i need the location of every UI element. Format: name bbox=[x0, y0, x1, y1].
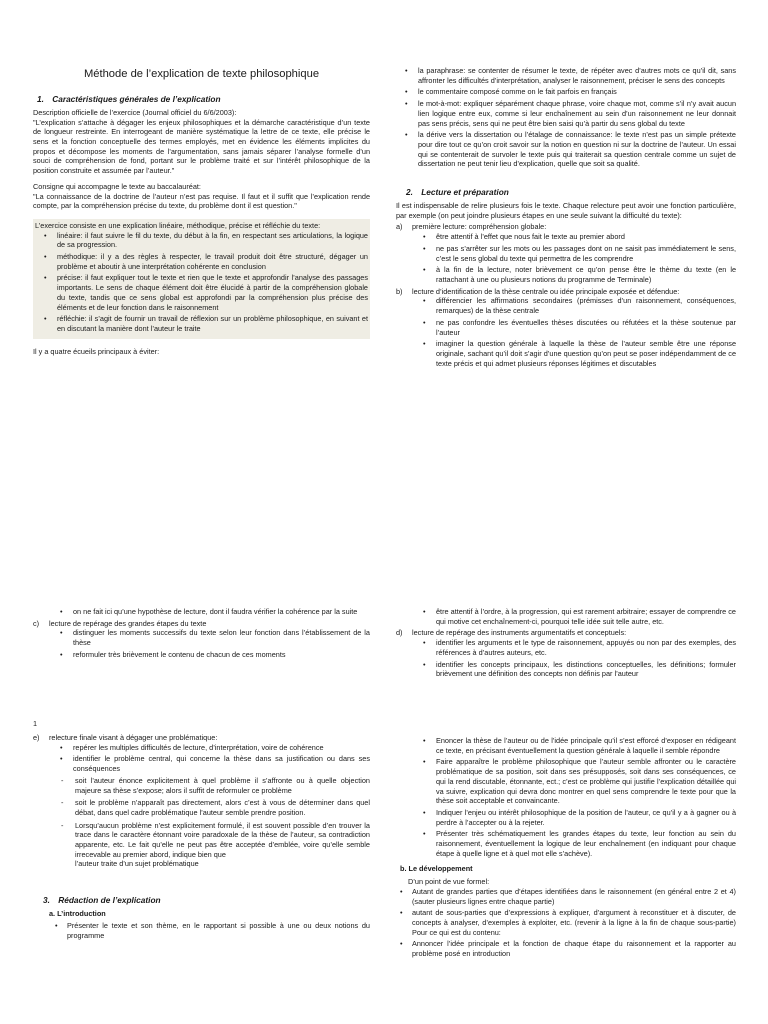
lower-left-column bbox=[33, 733, 370, 942]
step-a-text: première lecture: compréhension globale: bbox=[412, 222, 547, 232]
exercise-intro: L’exercice consiste en une explication linéaire, méthodique, précise et réfléchie du texte: bbox=[35, 220, 321, 230]
list-item: • Indiquer l’enjeu ou intérêt philosophique de la position de l’auteur, ce qu’il y a à gagner ou à perdre à l’accepter ou à la rejeter. bbox=[414, 808, 736, 827]
section-1-heading bbox=[37, 94, 370, 105]
list-item: • imaginer la question générale à laquelle la thèse de l’auteur semble être une réponse originale, sachant qu’il doit s’agir d’une question qu’on peut se poser indépendamment de ce texte précis et qui admet plusieurs réponses légitimes et discutables bbox=[414, 339, 736, 368]
section-1-number: 1. bbox=[37, 93, 44, 104]
list-item: - soit l’auteur énonce explicitement à quel problème il s’affronte ou à quelle objection majeure sa thèse s’expose; alors il suffit de reformuler ce problème bbox=[51, 776, 370, 795]
section-2-number: 2. bbox=[406, 187, 413, 198]
ecueils-list bbox=[396, 66, 736, 169]
list-item: • distinguer les moments successifs du texte selon leur fonction dans l’établissement de la thèse bbox=[51, 628, 370, 647]
step-d-letter: d) bbox=[396, 628, 403, 638]
list-item: • le mot-à-mot: expliquer séparément chaque phrase, voire chaque mot, comme s’il n’y avait aucun lien logique entre eux, comme si leur enchaînement au sein d’un raisonnement ne leur donnait pas sens précis, sens qui ne peut être bien saisi qu’à partir du sens global du texte bbox=[396, 99, 736, 128]
step-c-text: lecture de repérage des grandes étapes du texte bbox=[49, 618, 207, 628]
list-item: • on ne fait ici qu’une hypothèse de lecture, dont il faudra vérifier la cohérence par la suite bbox=[51, 607, 370, 617]
consigne-intro: Consigne qui accompagne le texte au baccalauréat: bbox=[33, 181, 201, 191]
development-list bbox=[396, 887, 736, 959]
step-b-list bbox=[396, 296, 736, 368]
introduction-subheading: a. L’introduction bbox=[49, 909, 106, 919]
section-2-heading bbox=[406, 187, 736, 198]
step-b bbox=[396, 287, 736, 297]
list-item: • Présenter très schématiquement les grandes étapes du texte, leur fonction au sein du raisonnement, éventuellement la logique de leur enchaînement (en indiquant pour chaque étape à quelle ligne et à quel mot elle s’achève). bbox=[414, 829, 736, 858]
list-item: • identifier le problème central, qui concerne la thèse dans sa justification ou dans ses conséquences bbox=[51, 754, 370, 773]
list-item: • précise: il faut expliquer tout le texte et rien que le texte et approfondir l’analyse des passages importants. Le sens de chaque élément doit être élucidé à partir de la compréhension globale du texte, tandis que ce sens global est approfondi par la compréhension plus précise des éléments et de leur fonction dans le raisonnement bbox=[35, 273, 368, 312]
list-item: • méthodique: il y a des règles à respecter, le travail produit doit être structuré, dégager un problème et aboutir à une interprétation cohérente en conclusion bbox=[35, 252, 368, 271]
step-e-text: relecture finale visant à dégager une problématique: bbox=[49, 733, 218, 742]
development-subheading: b. Le développement bbox=[400, 864, 473, 874]
step-d-text: lecture de repérage des instruments argumentatifs et conceptuels: bbox=[412, 628, 627, 638]
exercise-box bbox=[33, 219, 370, 339]
list-item: • la paraphrase: se contenter de résumer le texte, de répéter avec d’autres mots ce qu’il dit, sans affronter les difficultés d’interprétation, analyser le raisonnement, préciser le sens des concepts bbox=[396, 66, 736, 85]
middle-left-column bbox=[33, 607, 370, 662]
upper-right-column bbox=[396, 66, 736, 370]
step-e bbox=[33, 733, 370, 743]
description-intro: Description officielle de l’exercice (Journal officiel du 6/6/2003): bbox=[33, 107, 237, 117]
continued-list bbox=[396, 607, 736, 626]
development-intro: D’un point de vue formel: bbox=[408, 877, 490, 887]
step-d bbox=[396, 628, 736, 638]
upper-left-column bbox=[33, 67, 370, 356]
list-item: - soit le problème n’apparaît pas directement, alors c’est à vous de déterminer dans quel débat, dans quel cadre problématique l’auteur semble prendre position. bbox=[51, 798, 370, 817]
list-item: • à la fin de la lecture, noter brièvement ce qu’on pense être le thème du texte (en le rattachant à une ou plusieurs notions du programme de Terminale) bbox=[414, 265, 736, 284]
list-item: • la dérive vers la dissertation ou l’étalage de connaissance: le texte n’est pas un simple prétexte pour dire tout ce qu’on croit savoir sur la notion en question ni sur la doctrine de l’auteur. Un essai qui se contenterait de survoler le texte puis qui traiterait sa question centrale comme un sujet de dissertation ne peut tenir lieu d’explication, quelle que soit sa qualité. bbox=[396, 130, 736, 169]
list-item: • Autant de grandes parties que d’étapes identifiées dans le raisonnement (en général entre 2 et 4) (sauter plusieurs lignes entre chaque partie) bbox=[396, 887, 736, 906]
document-title: Méthode de l’explication de texte philosophique bbox=[83, 68, 320, 80]
step-e-letter: e) bbox=[33, 733, 40, 742]
page-number: 1 bbox=[33, 719, 38, 728]
list-item: • ne pas s’arrêter sur les mots ou les passages dont on ne saisit pas immédiatement le sens, c’est le sens global du texte qui permettra de les comprendre bbox=[414, 244, 736, 263]
middle-right-column bbox=[396, 607, 736, 681]
list-item: - Lorsqu’aucun problème n’est explicitement formulé, il est souvent possible d’en trouver la trace dans le caractère étonnant voire paradoxale de la thèse de l’auteur, sa contradiction apparente, etc. Le fait qu’elle ne peut pas être acceptée d’emblée, voire qu’elle semble irrecevable au premier abord, indique bien que bbox=[51, 821, 370, 860]
section-3-title: Rédaction de l’explication bbox=[58, 895, 161, 906]
list-item: • ne pas confondre les éventuelles thèses discutées ou réfutées et la thèse soutenue par l’auteur bbox=[414, 318, 736, 337]
step-a-list bbox=[396, 232, 736, 285]
list-item: • le commentaire composé comme on le fait parfois en français bbox=[396, 87, 736, 97]
continued-list bbox=[33, 607, 370, 617]
list-item: • identifier les concepts principaux, les distinctions conceptuelles, les définitions; formuler brièvement une définition des concepts non définis par l’auteur bbox=[414, 660, 736, 679]
list-item: • identifier les arguments et le type de raisonnement, appuyés ou non par des exemples, des références à d’autres auteurs, etc. bbox=[414, 638, 736, 657]
list-item: • Faire apparaître le problème philosophique que l’auteur semble affronter ou le caractère problématique de sa position, soit dans ses présupposés, soit dans ses conséquences, ce qui la rend discutable, étonnante, ect.; c’est ce problème qui justifie l’explication détaillée qui va suivre, explication qui devra donc montrer en quel sens comprendre le texte pour que la thèse soit acceptable et convaincante. bbox=[414, 757, 736, 806]
step-a-letter: a) bbox=[396, 222, 403, 232]
list-item: • autant de sous-parties que d’expressions à expliquer, d’argument à reconstituer et à discuter, de concepts à analyser, d’exemples à exploiter, etc. (revenir à la ligne à la fin de chaque sous-partie) Pour ce qui est du contenu: bbox=[396, 908, 736, 937]
list-item: • reformuler très brièvement le contenu de chacun de ces moments bbox=[51, 650, 370, 660]
list-item: • Enoncer la thèse de l’auteur ou de l’idée principale qu’il s’est efforcé d’exposer en rédigeant ce texte, en précisant éventuellement la question générale à laquelle il semble répondre bbox=[414, 736, 736, 755]
exercise-list bbox=[35, 231, 368, 334]
section-1-title: Caractéristiques générales de l’explication bbox=[52, 93, 221, 104]
section-3-number: 3. bbox=[43, 895, 50, 906]
ecueils-intro: Il y a quatre écueils principaux à éviter: bbox=[33, 346, 160, 356]
step-a bbox=[396, 222, 736, 232]
list-item: • repérer les multiples difficultés de lecture, d’interprétation, voire de cohérence bbox=[51, 743, 370, 753]
step-c-letter: c) bbox=[33, 618, 40, 628]
step-c-list bbox=[33, 628, 370, 659]
step-d-list bbox=[396, 638, 736, 679]
list-item: • être attentif à l’ordre, à la progression, qui est rarement arbitraire; essayer de comprendre ce qui motive cet enchaînement-ci, pourquoi telle idée suit telle autre, etc. bbox=[414, 607, 736, 626]
lower-right-column bbox=[396, 736, 736, 961]
step-e-list bbox=[33, 743, 370, 774]
introduction-list bbox=[33, 921, 370, 940]
list-item: • différencier les affirmations secondaires (prémisses d’un raisonnement, conséquences, remarques) de la thèse centrale bbox=[414, 296, 736, 315]
list-item: • Annoncer l’idée principale et la fonction de chaque étape du raisonnement et la rapporter au problème posé en introduction bbox=[396, 939, 736, 958]
list-item: • Présenter le texte et son thème, en le rapportant si possible à une ou deux notions du programme bbox=[51, 921, 370, 940]
step-b-text: lecture d’identification de la thèse centrale ou idée principale exposée et défendue: bbox=[412, 286, 680, 296]
list-item: • linéaire: il faut suivre le fil du texte, du début à la fin, en respectant ses articulations, la logique de sa progression. bbox=[35, 231, 368, 250]
section-3-heading bbox=[43, 895, 370, 906]
consigne-quote: "La connaissance de la doctrine de l’auteur n’est pas requise. Il faut et il suffit que l’explication rende compte, par la compréhension précise du texte, du problème dont il est question." bbox=[33, 191, 370, 211]
introduction-steps-list bbox=[396, 736, 736, 858]
step-c bbox=[33, 619, 370, 629]
section-2-intro: Il est indispensable de relire plusieurs fois le texte. Chaque relecture peut avoir une fonction particulière, par exemple (on peut joindre plusieurs étapes en une seule suivant la difficulté du texte): bbox=[396, 201, 736, 220]
list-item: • réfléchie: il s’agit de fournir un travail de réflexion sur un problème philosophique, en suivant et en discutant la manière dont l’auteur le traite bbox=[35, 314, 368, 333]
official-description-quote: "L’explication s’attache à dégager les enjeux philosophiques et la démarche caractéristique d’un texte de longueur restreinte. En interrogeant de manière systématique la lettre de ce texte, elle précise le sens et la fonction conceptuelle des termes employés, met en évidence les éléments implicites du propos et décompose les moments de l’argumentation, sans jamais séparer l’analyse formelle d’un souci de compréhension de fond, portant sur le problème traité et sur l’intérêt philosophique de la position construite et assumée par l’auteur." bbox=[33, 117, 370, 176]
section-2-title: Lecture et préparation bbox=[421, 187, 509, 198]
problem-dash-tail: l’auteur traite d’un sujet problématique bbox=[75, 859, 199, 869]
list-item: • être attentif à l’effet que nous fait le texte au premier abord bbox=[414, 232, 736, 242]
problem-dash-list bbox=[33, 776, 370, 860]
step-b-letter: b) bbox=[396, 286, 403, 296]
